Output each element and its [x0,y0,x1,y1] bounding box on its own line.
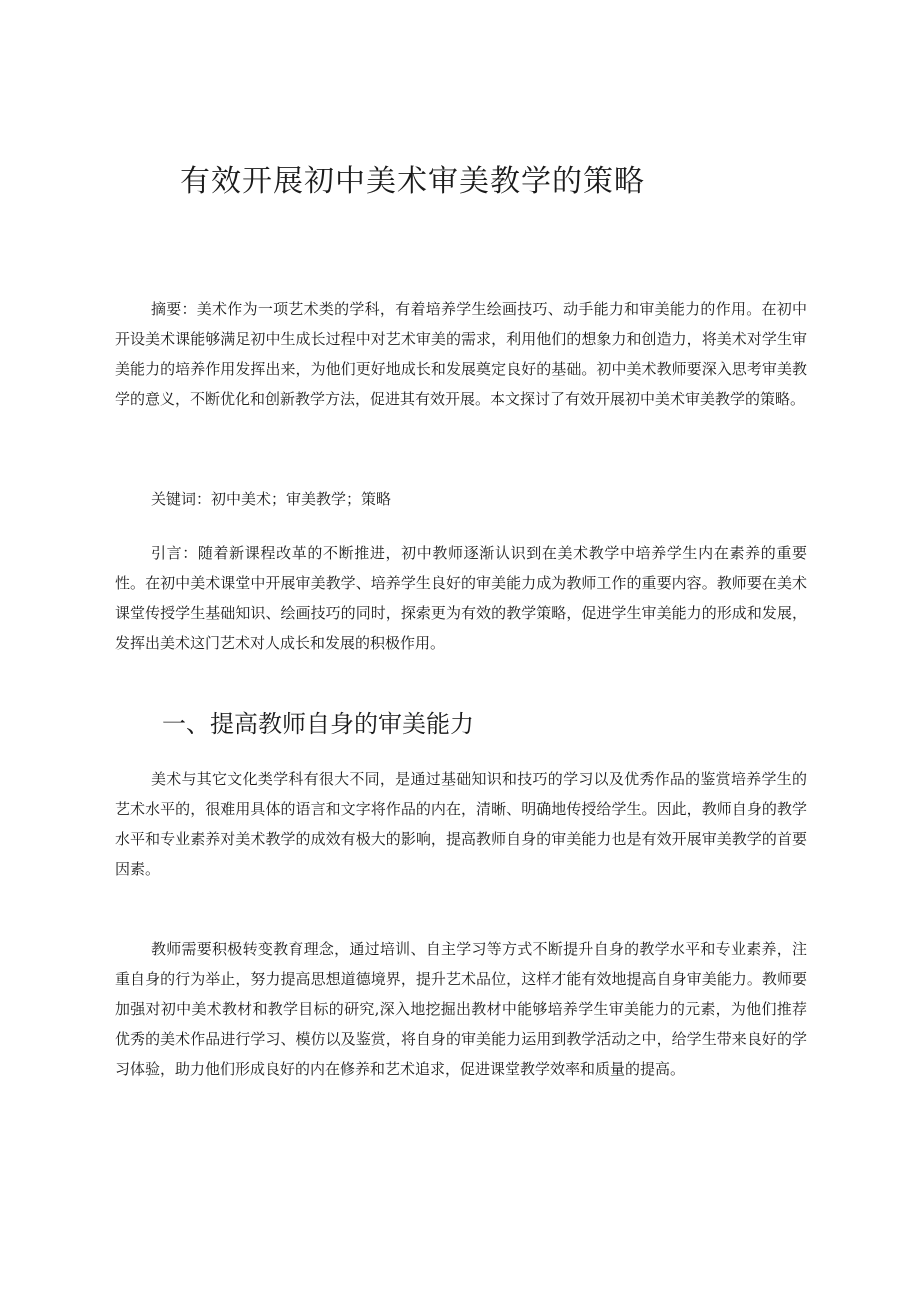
section-1-paragraph-2: 教师需要积极转变教育理念，通过培训、自主学习等方式不断提升自身的教学水平和专业素养，注重自身的行为举止，努力提高思想道德境界，提升艺术品位，这样才能有效地提高自身审美能力。教师要加强对初中美术教材和教学目标的研究,深入地挖掘出教材中能够培养学生审美能力的元素，为他们推荐优秀的美术作品进行学习、模仿以及鉴赏，将自身的审美能力运用到教学活动之中，给学生带来良好的学习体验，助力他们形成良好的内在修养和艺术追求，促进课堂教学效率和质量的提高。 [115,940,807,1078]
section-1-paragraph-1: 美术与其它文化类学科有很大不同，是通过基础知识和技巧的学习以及优秀作品的鉴赏培养学生的艺术水平的，很难用具体的语言和文字将作品的内在，清晰、明确地传授给学生。因此，教师自身的教学水平和专业素养对美术教学的成效有极大的影响，提高教师自身的审美能力也是有效开展审美教学的首要因素。 [115,770,807,878]
introduction-paragraph: 引言：随着新课程改革的不断推进，初中教师逐渐认识到在美术教学中培养学生内在素养的重要性。在初中美术课堂中开展审美教学、培养学生良好的审美能力成为教师工作的重要内容。教师要在美术课堂传授学生基础知识、绘画技巧的同时，探索更为有效的教学策略，促进学生审美能力的形成和发展，发挥出美术这门艺术对人成长和发展的积极作用。 [115,544,807,652]
section-1-heading: 一、提高教师自身的审美能力 [162,710,474,738]
abstract-paragraph: 摘要：美术作为一项艺术类的学科，有着培养学生绘画技巧、动手能力和审美能力的作用。在初中开设美术课能够满足初中生成长过程中对艺术审美的需求，利用他们的想象力和创造力，将美术对学生审美能力的培养作用发挥出来，为他们更好地成长和发展奠定良好的基础。初中美术教师要深入思考审美教学的意义，不断优化和创新教学方法，促进其有效开展。本文探讨了有效开展初中美术审美教学的策略。 [115,300,807,408]
keywords-line: 关键词：初中美术；审美教学；策略 [151,490,392,508]
document-title: 有效开展初中美术审美教学的策略 [180,164,645,199]
